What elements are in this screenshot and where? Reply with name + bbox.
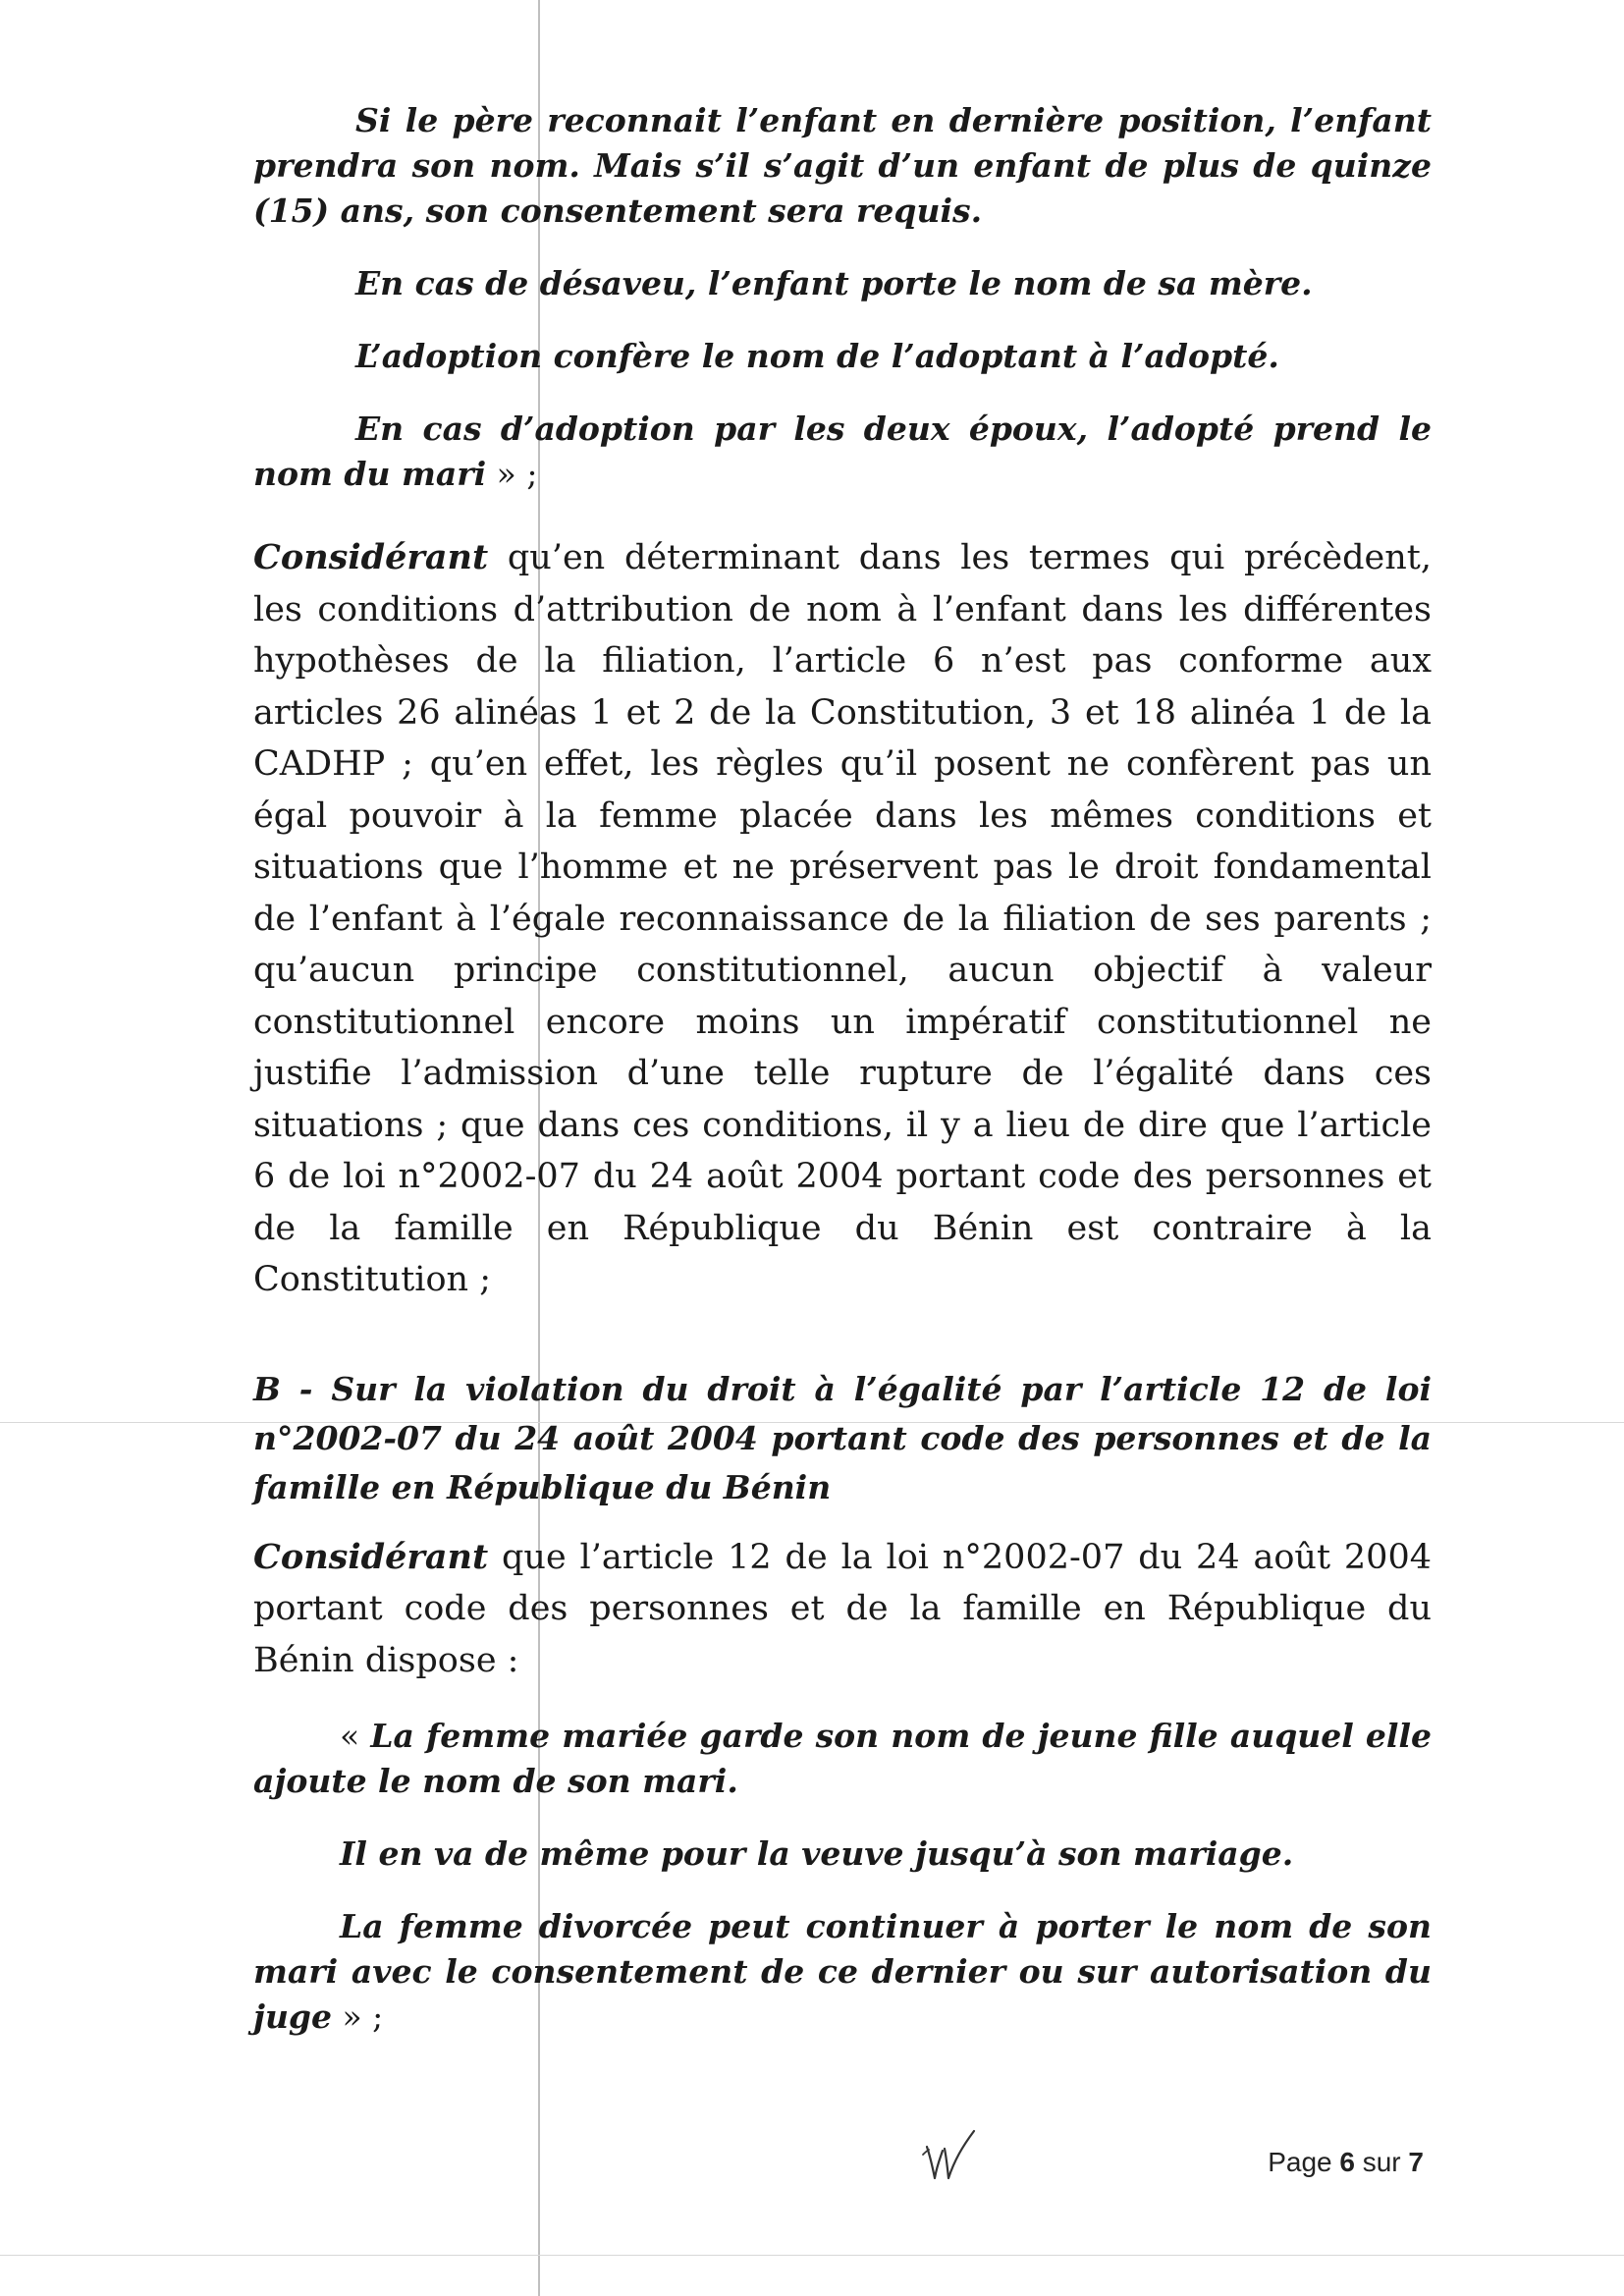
considerant-paragraph <box>253 1532 1432 1687</box>
quote-text: En cas d’adoption par les deux époux, l’adopté prend le nom du mari <box>253 410 1432 493</box>
section-heading-text: B - Sur la violation du droit à l’égalité par l’article 12 de loi n°2002-07 du 24 août 2004 portant code des personnes et de la famille en République du Bénin <box>253 1369 1432 1506</box>
section-heading <box>253 1365 1432 1512</box>
quote-text: En cas de désaveu, l’enfant porte le nom de sa mère. <box>355 264 1313 302</box>
scan-artifact-line <box>0 2255 1624 2256</box>
paragraph-text: que l’article 12 de la loi n°2002-07 du 24 août 2004 portant code des personnes et de la famille en République du Bénin dispose : <box>253 1537 1432 1680</box>
page-number-current: 6 <box>1339 2147 1355 2177</box>
quote-close: » ; <box>486 455 538 493</box>
quoted-paragraph <box>253 334 1432 379</box>
quoted-paragraph <box>253 261 1432 306</box>
quote-text: Il en va de même pour la veuve jusqu’à son mariage. <box>340 1834 1294 1873</box>
quote-close: » ; <box>332 1997 384 2036</box>
quote-open: « <box>340 1717 371 1755</box>
quote-text: La femme mariée garde son nom de jeune fille auquel elle ajoute le nom de son mari. <box>253 1717 1432 1800</box>
page-number <box>1268 2147 1424 2178</box>
considerant-paragraph <box>253 532 1432 1306</box>
page-number-total: 7 <box>1408 2147 1424 2177</box>
quote-text: L’adoption confère le nom de l’adoptant à l’adopté. <box>355 337 1279 375</box>
quote-text: La femme divorcée peut continuer à porter le nom de son mari avec le consentement de ce dernier ou sur autorisation du juge <box>253 1907 1432 2036</box>
paragraph-text: qu’en déterminant dans les termes qui précèdent, les conditions d’attribution de nom à l’enfant dans les différentes hypothèses de la filiation, l’article 6 n’est pas conforme aux articles 26 alinéas 1 et 2 de la Constitution, 3 et 18 alinéa 1 de la CADHP ; qu’en effet, les règles qu’il posent ne confèrent pas un égal pouvoir à la femme placée dans les mêmes conditions et situations que l’homme et ne préservent pas le droit fondamental de l’enfant à l’égale reconnaissance de la filiation de ses parents ; qu’aucun principe constitutionnel, aucun objectif à valeur constitutionnel encore moins un impératif constitutionnel ne justifie l’admission d’une telle rupture de l’égalité dans ces situations ; que dans ces conditions, il y a lieu de dire que l’article 6 de loi n°2002-07 du 24 août 2004 portant code des personnes et de la famille en République du Bénin est contraire à la Constitution ; <box>253 538 1432 1299</box>
quoted-paragraph <box>253 98 1432 234</box>
page-content <box>253 98 1432 2067</box>
quoted-paragraph <box>253 407 1432 497</box>
initials-signature <box>919 2125 988 2194</box>
page-number-middle: sur <box>1354 2147 1409 2177</box>
page-number-prefix: Page <box>1268 2147 1340 2177</box>
quoted-paragraph <box>253 1831 1432 1877</box>
considerant-label: Considérant <box>253 537 489 577</box>
page-footer <box>0 2143 1624 2202</box>
quoted-paragraph <box>253 1714 1432 1804</box>
quoted-paragraph <box>253 1904 1432 2040</box>
considerant-label: Considérant <box>253 1536 489 1577</box>
quote-text: Si le père reconnait l’enfant en dernière position, l’enfant prendra son nom. Mais s’il s’agit d’un enfant de plus de quinze (15) ans, son consentement sera requis. <box>253 101 1432 230</box>
